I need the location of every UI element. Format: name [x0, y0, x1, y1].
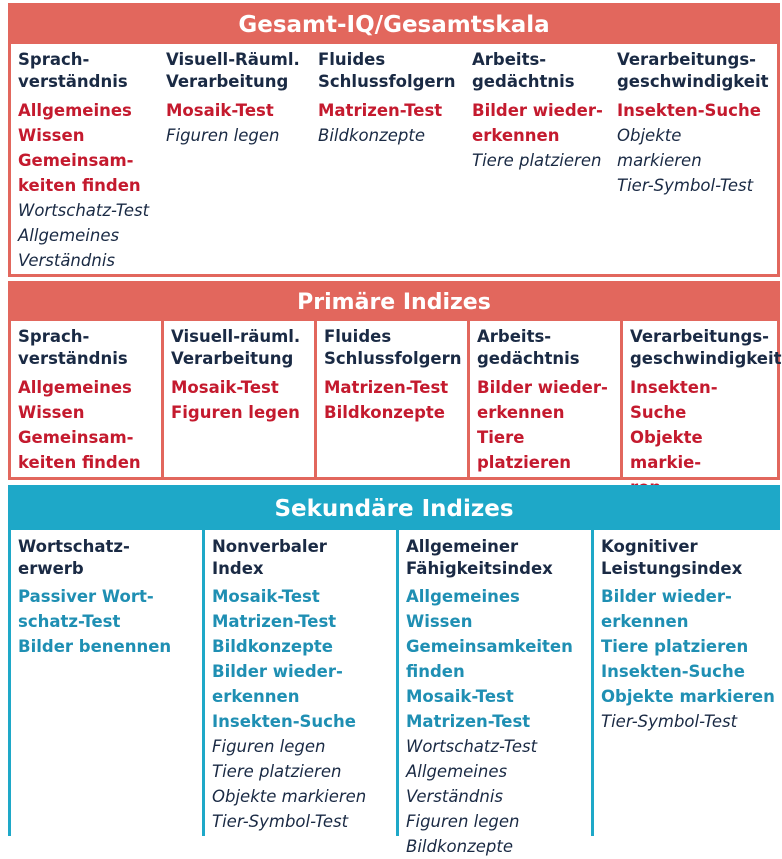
index-heading-line: Arbeits-: [477, 327, 552, 346]
core-subtest: Insekten-Suche: [630, 378, 718, 422]
index-heading: [472, 49, 604, 93]
core-subtest: Insekten-Suche: [617, 101, 761, 120]
core-subtest: keiten finden: [18, 176, 141, 195]
index-heading-line: Allgemeiner: [406, 537, 519, 556]
index-heading-line: Fluides: [318, 50, 386, 69]
optional-subtest: Tiere platzieren: [212, 762, 342, 781]
index-heading-line: Verarbeitung: [171, 349, 294, 368]
index-column: [11, 321, 161, 477]
index-heading-line: Nonverbaler: [212, 537, 327, 556]
core-subtest: keiten finden: [18, 453, 141, 472]
index-heading: [318, 49, 459, 93]
core-subtest: Objekte markieren: [601, 687, 775, 706]
index-heading: [601, 536, 776, 580]
optional-subtest: Figuren legen: [166, 126, 280, 145]
core-subtest: Gemeinsam-: [18, 428, 134, 447]
core-subtest: erkennen: [477, 403, 565, 422]
optional-subtest: Tier-Symbol-Test: [601, 712, 738, 731]
core-subtest: Mosaik-Test: [406, 687, 514, 706]
optional-subtest: Verständnis: [18, 251, 116, 270]
optional-subtest: Bildkonzepte: [406, 837, 513, 856]
core-subtest: Objekte markie-: [630, 428, 703, 472]
index-heading-line: Arbeits-: [472, 50, 547, 69]
core-subtest: Matrizen-Test: [212, 612, 337, 631]
index-heading: [406, 536, 585, 580]
index-heading-line: Sprach-: [18, 50, 90, 69]
index-column: [159, 44, 311, 271]
optional-subtest: Tiere platzieren: [472, 151, 602, 170]
index-heading-line: Verarbeitung: [166, 72, 289, 91]
core-subtest: Tiere platzieren: [477, 428, 572, 472]
index-column: [399, 530, 591, 856]
index-column: [317, 321, 467, 477]
index-heading-line: Schlussfolgern: [324, 349, 462, 368]
index-heading-line: Schlussfolgern: [318, 72, 456, 91]
optional-subtest: Tier-Symbol-Test: [617, 176, 754, 195]
index-column: [594, 530, 782, 836]
index-heading: [171, 326, 308, 370]
primaere-indizes-panel: [8, 281, 780, 480]
core-subtest: Bilder wieder-: [601, 587, 732, 606]
core-subtest: Passiver Wort-: [18, 587, 154, 606]
core-subtest: Bildkonzepte: [324, 403, 445, 422]
index-heading: [324, 326, 461, 370]
index-heading-line: Visuell-Räuml.: [166, 50, 300, 69]
index-heading-line: verständnis: [18, 349, 128, 368]
optional-subtest: Figuren legen: [212, 737, 326, 756]
index-heading-line: verständnis: [18, 72, 128, 91]
core-subtest: Bilder wieder-: [477, 378, 608, 397]
index-column: [205, 530, 396, 836]
gesamt-iq-title: Gesamt-IQ/Gesamtskala: [11, 6, 777, 44]
index-column: [623, 321, 782, 477]
core-subtest: schatz-Test: [18, 612, 121, 631]
index-column: [610, 44, 774, 271]
core-subtest: Matrizen-Test: [318, 101, 443, 120]
gesamt-iq-panel: [8, 3, 780, 277]
index-heading: [617, 49, 768, 93]
optional-subtest: Wortschatz-Test: [18, 201, 150, 220]
index-column: [311, 44, 465, 271]
core-subtest: Wissen: [18, 126, 85, 145]
index-heading-line: geschwindigkeit: [630, 349, 782, 368]
index-heading: [477, 326, 614, 370]
core-subtest: Mosaik-Test: [171, 378, 279, 397]
index-heading-line: Wortschatz-: [18, 537, 130, 556]
index-column: [465, 44, 610, 271]
core-subtest: Bilder wieder-: [212, 662, 343, 681]
core-subtest: erkennen: [212, 687, 300, 706]
core-subtest: Bilder benennen: [18, 637, 172, 656]
sekundaere-indizes-panel: [8, 485, 780, 856]
index-heading-line: erwerb: [18, 559, 84, 578]
core-subtest: Allgemeines: [18, 101, 132, 120]
optional-subtest: Tier-Symbol-Test: [212, 812, 349, 831]
index-column: [11, 530, 202, 836]
index-heading: [212, 536, 390, 580]
index-heading-line: gedächtnis: [472, 72, 575, 91]
index-heading: [18, 536, 196, 580]
optional-subtest: Wortschatz-Test: [406, 737, 538, 756]
core-subtest: Allgemeines: [18, 378, 132, 397]
index-heading-line: Index: [212, 559, 264, 578]
index-heading-line: gedächtnis: [477, 349, 580, 368]
gesamt-iq-columns: [11, 44, 777, 271]
optional-subtest: Allgemeines Verständnis: [406, 762, 508, 806]
core-subtest: finden: [406, 662, 465, 681]
core-subtest: Matrizen-Test: [324, 378, 449, 397]
optional-subtest: Objekte markieren: [212, 787, 367, 806]
core-subtest: Insekten-Suche: [601, 662, 745, 681]
core-subtest: Allgemeines Wissen: [406, 587, 520, 631]
sekundaere-indizes-columns: [11, 530, 777, 856]
index-heading-line: Sprach-: [18, 327, 90, 346]
index-heading: [630, 326, 782, 370]
index-heading-line: Verarbeitungs-: [630, 327, 769, 346]
index-column: [11, 44, 159, 271]
core-subtest: Mosaik-Test: [212, 587, 320, 606]
index-heading-line: Leistungsindex: [601, 559, 743, 578]
core-subtest: Mosaik-Test: [166, 101, 274, 120]
index-heading: [166, 49, 305, 93]
index-column: [164, 321, 314, 477]
index-heading-line: geschwindigkeit: [617, 72, 769, 91]
index-column: [470, 321, 620, 477]
core-subtest: Bildkonzepte: [212, 637, 333, 656]
index-heading-line: Verarbeitungs-: [617, 50, 756, 69]
core-subtest: Figuren legen: [171, 403, 300, 422]
optional-subtest: Bildkonzepte: [318, 126, 425, 145]
primaere-indizes-title: Primäre Indizes: [11, 284, 777, 321]
index-heading-line: Fluides: [324, 327, 392, 346]
core-subtest: Gemeinsam-: [18, 151, 134, 170]
core-subtest: Wissen: [18, 403, 85, 422]
index-heading: [18, 49, 153, 93]
index-heading-line: Fähigkeitsindex: [406, 559, 553, 578]
primaere-indizes-columns: [11, 321, 782, 477]
core-subtest: erkennen: [601, 612, 689, 631]
sekundaere-indizes-title: Sekundäre Indizes: [11, 488, 777, 530]
core-subtest: Insekten-Suche: [212, 712, 356, 731]
index-heading: [18, 326, 155, 370]
core-subtest: Bilder wieder-: [472, 101, 603, 120]
core-subtest: Matrizen-Test: [406, 712, 531, 731]
optional-subtest: Allgemeines: [18, 226, 120, 245]
index-heading-line: Visuell-räuml.: [171, 327, 301, 346]
core-subtest: erkennen: [472, 126, 560, 145]
optional-subtest: Objekte markieren: [617, 126, 702, 170]
core-subtest: Tiere platzieren: [601, 637, 749, 656]
core-subtest: Gemeinsamkeiten: [406, 637, 573, 656]
index-heading-line: Kognitiver: [601, 537, 698, 556]
optional-subtest: Figuren legen: [406, 812, 520, 831]
